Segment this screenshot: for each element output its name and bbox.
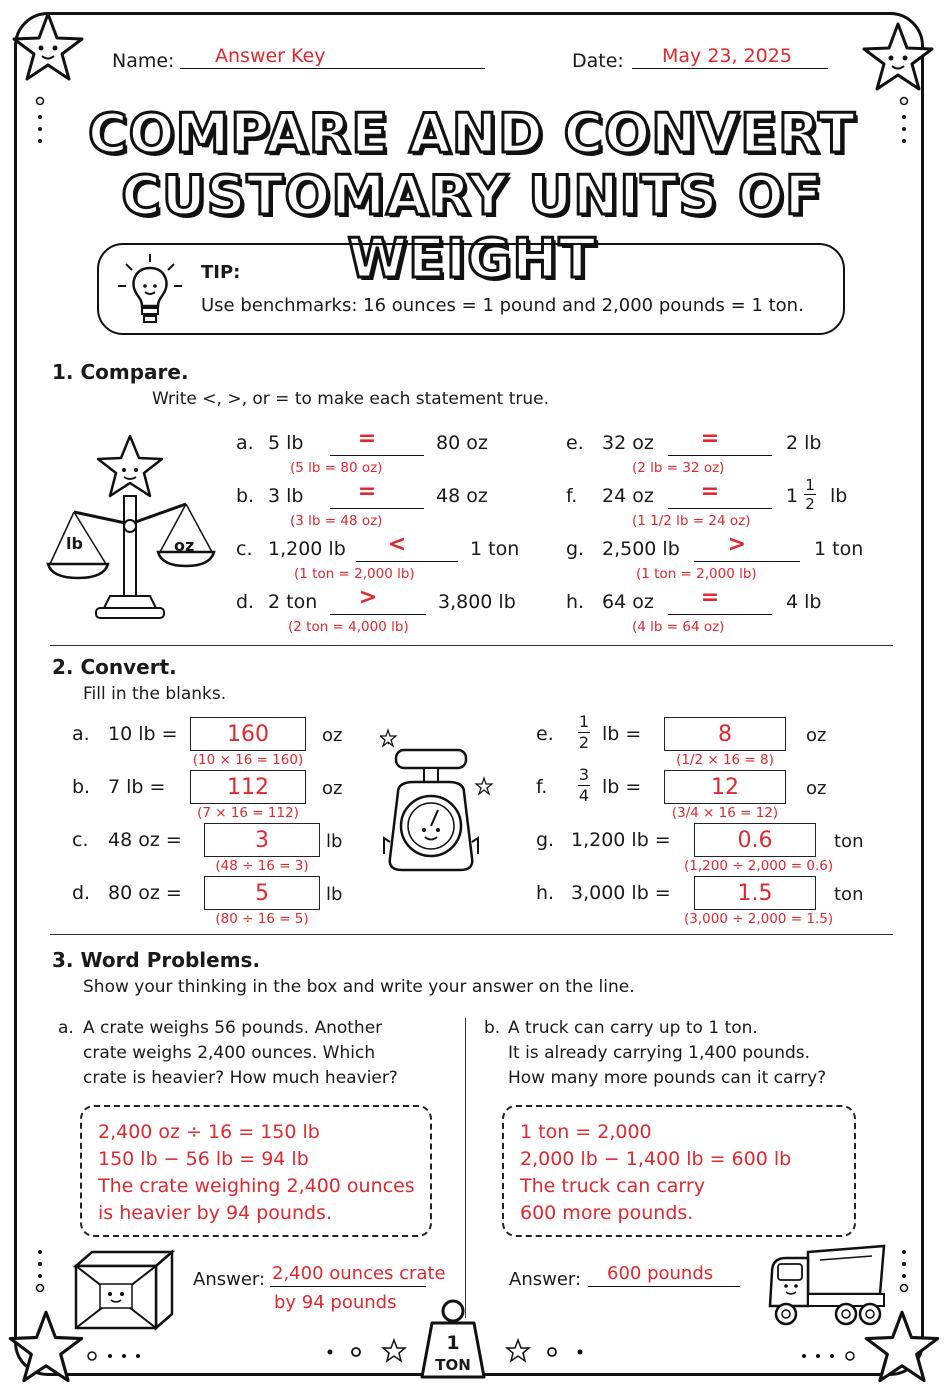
convert-unit: oz	[806, 778, 827, 799]
item-letter: a.	[72, 723, 90, 745]
convert-answer-box[interactable]: 5	[204, 876, 320, 910]
convert-left-value: 48 oz =	[108, 829, 182, 851]
compare-left-value: 2 ton	[268, 591, 318, 613]
item-letter: c.	[236, 538, 253, 560]
compare-right-value: 80 oz	[436, 432, 488, 454]
section2-instruction: Fill in the blanks.	[83, 684, 227, 704]
compare-left-value: 2,500 lb	[602, 538, 680, 560]
denominator: 4	[578, 786, 590, 805]
numerator: 3	[578, 765, 590, 784]
work-box-b[interactable]: 1 ton = 2,000 2,000 lb − 1,400 lb = 600 lb The truck can carry 600 more pounds.	[502, 1105, 856, 1237]
convert-hint: (3,000 ÷ 2,000 = 1.5)	[684, 911, 834, 927]
compare-hint: (2 lb = 32 oz)	[632, 460, 725, 476]
convert-unit: lb	[326, 884, 343, 905]
scale-right-label: oz	[174, 536, 195, 555]
item-letter: c.	[72, 829, 89, 851]
convert-unit: lb	[326, 831, 343, 852]
convert-hint: (1,200 ÷ 2,000 = 0.6)	[684, 858, 834, 874]
item-letter: h.	[566, 591, 585, 613]
compare-right-value: 4 lb	[786, 591, 822, 613]
convert-answer-box[interactable]: 0.6	[694, 823, 816, 857]
ton-weight-number: 1	[446, 1332, 460, 1354]
compare-left-value: 64 oz	[602, 591, 654, 613]
fraction	[804, 477, 816, 512]
dots-decoration	[30, 95, 50, 155]
problem-a-letter: a.	[58, 1018, 74, 1038]
dots-decoration	[86, 1348, 156, 1364]
answer-line	[330, 455, 424, 456]
divider	[50, 934, 893, 935]
convert-answer-box[interactable]: 12	[664, 770, 786, 804]
problem-b-letter: b.	[484, 1018, 501, 1038]
compare-answer[interactable]: =	[357, 479, 377, 504]
section1-heading: 1. Compare.	[52, 360, 189, 384]
convert-hint: (7 × 16 = 112)	[197, 805, 299, 821]
answer-a-label: Answer:	[193, 1269, 266, 1290]
fraction	[578, 713, 590, 752]
item-letter: f.	[536, 776, 548, 798]
compare-answer[interactable]: >	[358, 585, 378, 610]
compare-answer[interactable]: <	[387, 532, 407, 557]
compare-hint: (1 1/2 lb = 24 oz)	[632, 513, 751, 529]
compare-left-value: 32 oz	[602, 432, 654, 454]
compare-right-value: 1 ton	[470, 538, 520, 560]
numerator: 1	[578, 712, 590, 731]
compare-answer[interactable]: =	[357, 426, 377, 451]
dots-decoration	[894, 95, 914, 155]
item-letter: d.	[236, 591, 255, 613]
answer-line	[330, 614, 426, 615]
compare-left-value: 24 oz	[602, 485, 654, 507]
answer-line	[330, 508, 424, 509]
convert-unit: oz	[806, 725, 827, 746]
convert-left-value: lb =	[602, 776, 642, 798]
compare-left-value: 5 lb	[268, 432, 304, 454]
tip-box	[97, 243, 845, 335]
convert-unit: oz	[322, 778, 343, 799]
convert-hint: (3/4 × 16 = 12)	[671, 805, 779, 821]
balance-scale-icon	[44, 432, 216, 624]
compare-right-value: 3,800 lb	[438, 591, 516, 613]
convert-answer-box[interactable]: 8	[664, 717, 786, 751]
item-letter: e.	[566, 432, 584, 454]
item-letter: d.	[72, 882, 91, 904]
compare-right-value: 48 oz	[436, 485, 488, 507]
convert-left-value: 3,000 lb =	[571, 882, 671, 904]
convert-left-value: 1,200 lb =	[571, 829, 671, 851]
tip-text: Use benchmarks: 16 ounces = 1 pound and 2,000 pounds = 1 ton.	[201, 295, 804, 316]
dots-decoration	[894, 1246, 914, 1296]
answer-a-line1: 2,400 ounces crate	[272, 1263, 446, 1284]
dump-truck-icon	[764, 1238, 888, 1330]
section2-heading: 2. Convert.	[52, 655, 177, 679]
compare-answer[interactable]: =	[700, 426, 720, 451]
convert-hint: (10 × 16 = 160)	[192, 752, 304, 768]
answer-line	[668, 614, 772, 615]
item-letter: g.	[566, 538, 585, 560]
convert-hint: (48 ÷ 16 = 3)	[215, 858, 309, 874]
compare-answer[interactable]: >	[727, 532, 747, 557]
answer-b-label: Answer:	[509, 1269, 582, 1290]
tip-label: TIP:	[201, 262, 241, 283]
denominator: 2	[805, 495, 815, 513]
numerator: 1	[805, 476, 815, 494]
compare-hint: (5 lb = 80 oz)	[290, 460, 383, 476]
compare-right-value: 2 lb	[786, 432, 822, 454]
date-value: May 23, 2025	[662, 45, 792, 67]
answer-line	[668, 455, 772, 456]
convert-answer-box[interactable]: 160	[190, 717, 306, 751]
item-letter: g.	[536, 829, 555, 851]
kitchen-scale-icon	[380, 722, 500, 902]
work-box-a[interactable]: 2,400 oz ÷ 16 = 150 lb 150 lb − 56 lb = 94 lb The crate weighing 2,400 ounces is heavier by 94 pounds.	[80, 1105, 432, 1237]
convert-unit: ton	[834, 831, 864, 852]
item-letter: b.	[72, 776, 91, 798]
star-icon	[8, 8, 88, 88]
item-letter: f.	[566, 485, 578, 507]
convert-unit: oz	[322, 725, 343, 746]
convert-answer-box[interactable]: 112	[190, 770, 306, 804]
answer-b-value: 600 pounds	[607, 1263, 714, 1284]
answer-line	[668, 508, 772, 509]
answer-line	[694, 561, 800, 562]
compare-hint: (2 ton = 4,000 lb)	[288, 619, 409, 635]
mixed-unit: lb	[830, 485, 848, 507]
convert-hint: (1/2 × 16 = 8)	[676, 752, 774, 768]
item-letter: h.	[536, 882, 555, 904]
convert-answer-box[interactable]: 1.5	[694, 876, 816, 910]
page-title-line2: CUSTOMARY UNITS OF WEIGHT	[121, 164, 823, 290]
fraction	[578, 766, 590, 805]
answer-a-line2: by 94 pounds	[274, 1292, 397, 1313]
problem-b-text: A truck can carry up to 1 ton. It is already carrying 1,400 pounds. How many more pounds can it carry?	[508, 1018, 827, 1088]
compare-hint: (1 ton = 2,000 lb)	[636, 566, 757, 582]
name-value: Answer Key	[215, 45, 326, 67]
dots-decoration	[790, 1348, 860, 1364]
date-label: Date:	[572, 50, 624, 72]
compare-left-value: 1,200 lb	[268, 538, 346, 560]
convert-hint: (80 ÷ 16 = 5)	[215, 911, 309, 927]
compare-left-value: 3 lb	[268, 485, 304, 507]
compare-right-value: 1 ton	[814, 538, 864, 560]
section3-instruction: Show your thinking in the box and write your answer on the line.	[83, 977, 635, 997]
item-letter: b.	[236, 485, 255, 507]
section1-instruction: Write <, >, or = to make each statement true.	[152, 389, 550, 409]
item-letter: e.	[536, 723, 554, 745]
page-title-line1: COMPARE AND CONVERT	[88, 102, 856, 165]
convert-left-value: 80 oz =	[108, 882, 182, 904]
scale-left-label: lb	[66, 534, 83, 553]
name-label: Name:	[112, 50, 175, 72]
convert-left-value: 10 lb =	[108, 723, 178, 745]
crate-icon	[70, 1248, 180, 1334]
vertical-divider	[465, 1018, 466, 1318]
answer-line	[356, 561, 458, 562]
convert-unit: ton	[834, 884, 864, 905]
item-letter: a.	[236, 432, 254, 454]
problem-a-text: A crate weighs 56 pounds. Another crate weighs 2,400 ounces. Which crate is heavier? How much heavier?	[83, 1018, 398, 1088]
lightbulb-icon	[114, 250, 186, 330]
compare-answer[interactable]: =	[700, 479, 720, 504]
ton-weight-label: TON	[435, 1356, 471, 1374]
compare-hint: (1 ton = 2,000 lb)	[294, 566, 415, 582]
mixed-whole: 1	[786, 485, 799, 507]
convert-left-value: 7 lb =	[108, 776, 166, 798]
denominator: 2	[578, 733, 590, 752]
dots-decoration	[30, 1246, 50, 1296]
compare-hint: (4 lb = 64 oz)	[632, 619, 725, 635]
compare-hint: (3 lb = 48 oz)	[290, 513, 383, 529]
convert-left-value: lb =	[602, 723, 642, 745]
section3-heading: 3. Word Problems.	[52, 948, 261, 972]
convert-answer-box[interactable]: 3	[204, 823, 320, 857]
star-icon	[858, 18, 938, 98]
compare-answer[interactable]: =	[700, 585, 720, 610]
divider	[50, 645, 893, 646]
